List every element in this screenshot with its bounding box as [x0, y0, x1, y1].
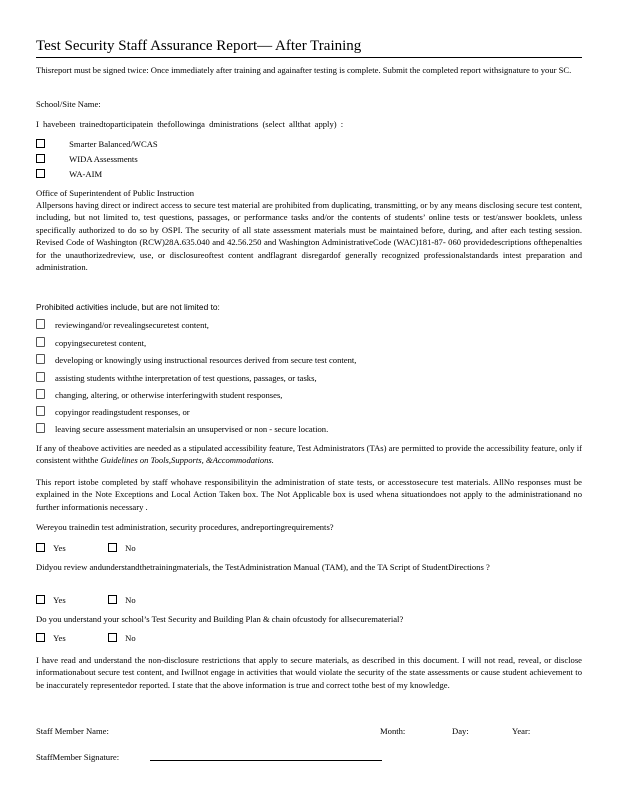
q3-yes-option[interactable]: Yes — [36, 632, 66, 644]
bullet-icon — [36, 389, 45, 399]
guidelines-title: Guidelines on Tools,Supports, &Accommodations. — [100, 455, 274, 466]
admin-option-waaim[interactable] — [36, 168, 102, 180]
intro-paragraph: Thisreport must be signed twice: Once immediately after training and againafter testing is complete. Submit the completed report withsignature to your SC. — [36, 65, 572, 75]
report-paragraph: This report istobe completed by staff whohave responsibilityin the administration of state tests, or accesstosecure test materials. AllNo responses must be explained in the Note Exceptions and Local Action Taken box. The Not Applicable box is used whena situationdoes not apply to the administrationand no further informationis necessary . — [36, 477, 582, 512]
admin-option-sbac[interactable] — [36, 138, 158, 150]
year-label: Year: — [512, 726, 531, 736]
checkbox[interactable] — [36, 154, 45, 163]
ospi-paragraph: Allpersons having direct or indirect access to secure test material are prohibited from duplicating, transmitting, or by any means disclosing secure test content, including, but not limited to, test questions, passages, or performance tasks and/or the contents of students’ online tests or test/answer booklets, unless specifically authorized to do so by OSPI. The security of all state assessment materials must be maintained before, during, and after each testing session. Revised Code of Washington (RCW)28A.635.040 and 42.56.250 and Washington AdministrativeCode (WAC)181-87- 060 providedescriptions ofthepenalties for the unauthorizedreview, use, or disclosureoftest content andflagrant disregardof generally recognized professionalstandards intest preparation and administration. — [36, 200, 582, 273]
bullet-icon — [36, 406, 45, 416]
bullet-icon — [36, 423, 45, 433]
staff-name-label: Staff Member Name: — [36, 726, 109, 736]
list-item: leaving secure assessment materialsin an unsupervised or non - secure location. — [36, 423, 328, 435]
bullet-icon — [36, 337, 45, 347]
q2-no-option[interactable]: No — [108, 594, 136, 606]
checkbox[interactable] — [36, 633, 45, 642]
bullet-icon — [36, 372, 45, 382]
admin-option-label: WIDA Assessments — [69, 154, 138, 164]
question-1: Wereyou trainedin test administration, security procedures, andreportingrequirements? — [36, 522, 334, 532]
day-label: Day: — [452, 726, 469, 736]
checkbox[interactable] — [36, 595, 45, 604]
q1-no-option[interactable]: No — [108, 542, 136, 554]
list-item: developing or knowingly using instructional resources derived from secure test content, — [36, 354, 356, 366]
checkbox[interactable] — [108, 543, 117, 552]
participate-label: I havebeen trainedtoparticipatein thefollowinga dministrations (select allthat apply) : — [36, 119, 344, 129]
list-item: assisting students withthe interpretation of test questions, passages, or tasks, — [36, 372, 317, 384]
bullet-icon — [36, 319, 45, 329]
admin-option-wida[interactable] — [36, 153, 138, 165]
admin-option-label: Smarter Balanced/WCAS — [69, 139, 158, 149]
list-item: copyingsecuretest content, — [36, 337, 146, 349]
list-item: changing, altering, or otherwise interferingwith student responses, — [36, 389, 282, 401]
q1-yes-option[interactable]: Yes — [36, 542, 66, 554]
question-3: Do you understand your school’s Test Security and Building Plan & chain ofcustody for allsecurematerial? — [36, 614, 404, 624]
q3-no-option[interactable]: No — [108, 632, 136, 644]
school-name-label: School/Site Name: — [36, 99, 101, 109]
ospi-heading: Office of Superintendent of Public Instruction — [36, 188, 195, 198]
question-2: Didyou review andunderstandthetrainingmaterials, the TestAdministration Manual (TAM), and the TA Script of StudentDirections ? — [36, 562, 490, 572]
list-item: copyingor readingstudent responses, or — [36, 406, 190, 418]
certification-paragraph: I have read and understand the non-disclosure restrictions that apply to secure materials, as described in this document. I will not read, reveal, or disclose informationabout secure test content, and Iwillnot engage in activities that would violate the security of the state assessments or cause student achievement to be inaccurately representedor reported. I state that the above information is true and correct tothe best of my knowledge. — [36, 655, 582, 690]
signature-label: StaffMember Signature: — [36, 752, 120, 762]
q2-yes-option[interactable]: Yes — [36, 594, 66, 606]
checkbox[interactable] — [36, 543, 45, 552]
admin-option-label: WA-AIM — [69, 169, 103, 179]
accessibility-paragraph: If any of theabove activities are needed as a stipulated accessibility feature, Test Administrators (TAs) are permitted to provide the accessibility feature, only if consistent withthe Guidelines on Tools,Supports, &Accommodations. — [36, 443, 582, 466]
checkbox[interactable] — [108, 633, 117, 642]
month-label: Month: — [380, 726, 406, 736]
checkbox[interactable] — [108, 595, 117, 604]
checkbox[interactable] — [36, 139, 45, 148]
bullet-icon — [36, 354, 45, 364]
checkbox[interactable] — [36, 169, 45, 178]
title-underline — [36, 57, 582, 58]
prohibited-heading: Prohibited activities include, but are not limited to: — [36, 302, 220, 312]
signature-line[interactable] — [150, 760, 382, 761]
list-item: reviewingand/or revealingsecuretest content, — [36, 319, 209, 331]
page-title: Test Security Staff Assurance Report— After Training — [36, 38, 362, 54]
